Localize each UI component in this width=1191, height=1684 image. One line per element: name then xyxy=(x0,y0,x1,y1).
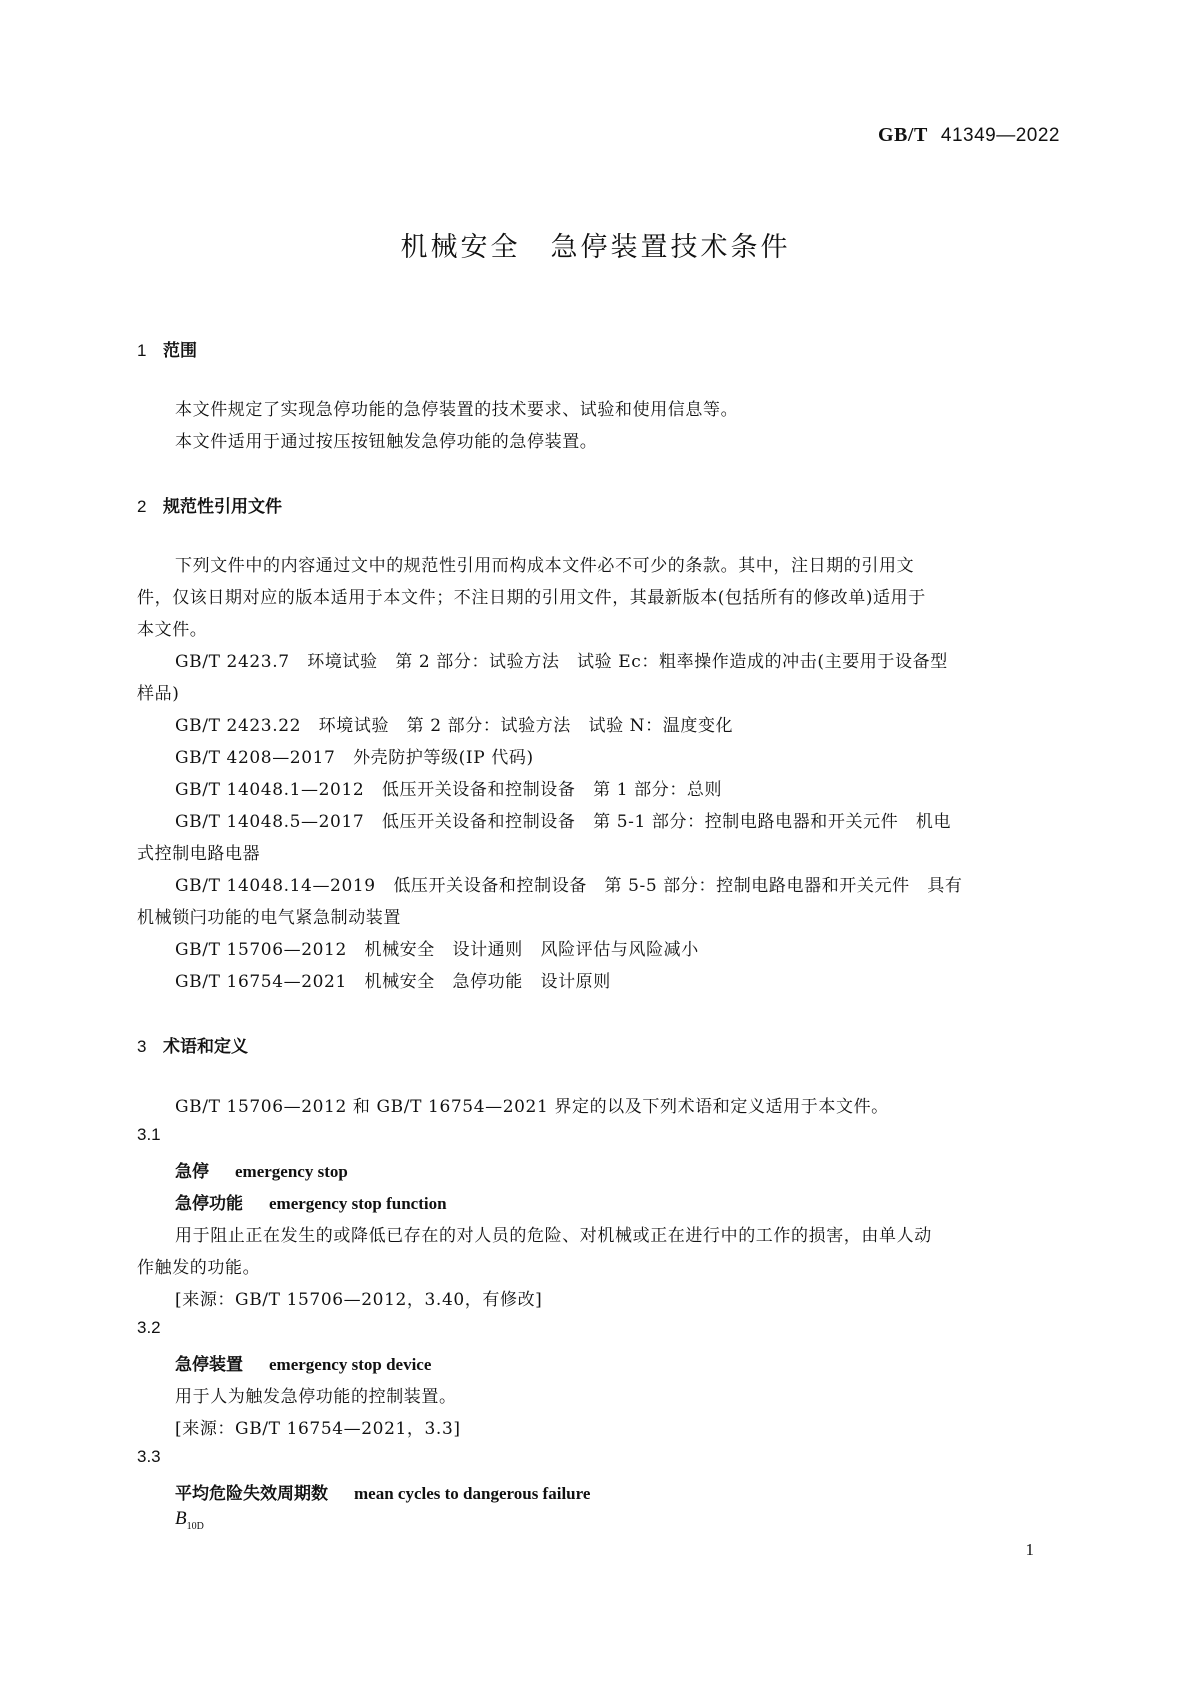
reference-item-cont: 式控制电路电器 xyxy=(137,844,261,864)
paragraph: 件，仅该日期对应的版本适用于本文件；不注日期的引用文件，其最新版本(包括所有的修改单)适用于 xyxy=(137,588,926,608)
reference-item: GB/T 2423.22 环境试验 第 2 部分：试验方法 试验 N：温度变化 xyxy=(175,716,734,736)
reference-item: GB/T 15706—2012 机械安全 设计通则 风险评估与风险减小 xyxy=(175,940,699,960)
paragraph: 本文件。 xyxy=(137,620,208,640)
term-source: [来源：GB/T 16754—2021，3.3] xyxy=(175,1419,461,1439)
section-heading-2: 2 规范性引用文件 xyxy=(137,497,282,517)
reference-item: GB/T 14048.1—2012 低压开关设备和控制设备 第 1 部分：总则 xyxy=(175,780,723,800)
standard-prefix: GB/T xyxy=(878,124,928,146)
term-definition-cont: 作触发的功能。 xyxy=(137,1258,261,1278)
term-name: 急停 emergency stop xyxy=(175,1162,348,1182)
term-name: 平均危险失效周期数 mean cycles to dangerous failure xyxy=(175,1484,591,1504)
term-name: 急停装置 emergency stop device xyxy=(175,1355,432,1375)
paragraph: GB/T 15706—2012 和 GB/T 16754—2021 界定的以及下列术语和定义适用于本文件。 xyxy=(175,1097,889,1117)
paragraph: 本文件适用于通过按压按钮触发急停功能的急停装置。 xyxy=(175,432,598,452)
standard-code xyxy=(878,124,1060,147)
term-definition: 用于人为触发急停功能的控制装置。 xyxy=(175,1387,457,1407)
reference-item: GB/T 4208—2017 外壳防护等级(IP 代码) xyxy=(175,748,534,768)
document-title: 机械安全 急停装置技术条件 xyxy=(400,232,791,263)
reference-item: GB/T 16754—2021 机械安全 急停功能 设计原则 xyxy=(175,972,611,992)
paragraph: 下列文件中的内容通过文中的规范性引用而构成本文件必不可少的条款。其中，注日期的引用文 xyxy=(175,556,915,576)
term-number: 3.3 xyxy=(137,1447,161,1466)
reference-item: GB/T 2423.7 环境试验 第 2 部分：试验方法 试验 Ec：粗率操作造成的冲击(主要用于设备型 xyxy=(175,652,948,672)
section-heading-3: 3 术语和定义 xyxy=(137,1037,248,1057)
standard-number: 41349—2022 xyxy=(940,125,1060,146)
reference-item: GB/T 14048.5—2017 低压开关设备和控制设备 第 5-1 部分：控制电路电器和开关元件 机电 xyxy=(175,812,952,832)
term-number: 3.2 xyxy=(137,1318,161,1337)
page-number: 1 xyxy=(1025,1540,1034,1559)
reference-item-cont: 样品) xyxy=(137,684,180,704)
term-name: 急停功能 emergency stop function xyxy=(175,1194,447,1214)
term-source: [来源：GB/T 15706—2012，3.40，有修改] xyxy=(175,1290,543,1310)
reference-item: GB/T 14048.14—2019 低压开关设备和控制设备 第 5-5 部分：控制电路电器和开关元件 具有 xyxy=(175,876,963,896)
section-heading-1: 1 范围 xyxy=(137,341,197,361)
reference-item-cont: 机械锁闩功能的电气紧急制动装置 xyxy=(137,908,401,928)
paragraph: 本文件规定了实现急停功能的急停装置的技术要求、试验和使用信息等。 xyxy=(175,400,739,420)
term-number: 3.1 xyxy=(137,1125,161,1144)
term-symbol: $B_{10D}$ xyxy=(175,1508,204,1532)
term-definition: 用于阻止正在发生的或降低已存在的对人员的危险、对机械或正在进行中的工作的损害，由单人动 xyxy=(175,1226,932,1246)
